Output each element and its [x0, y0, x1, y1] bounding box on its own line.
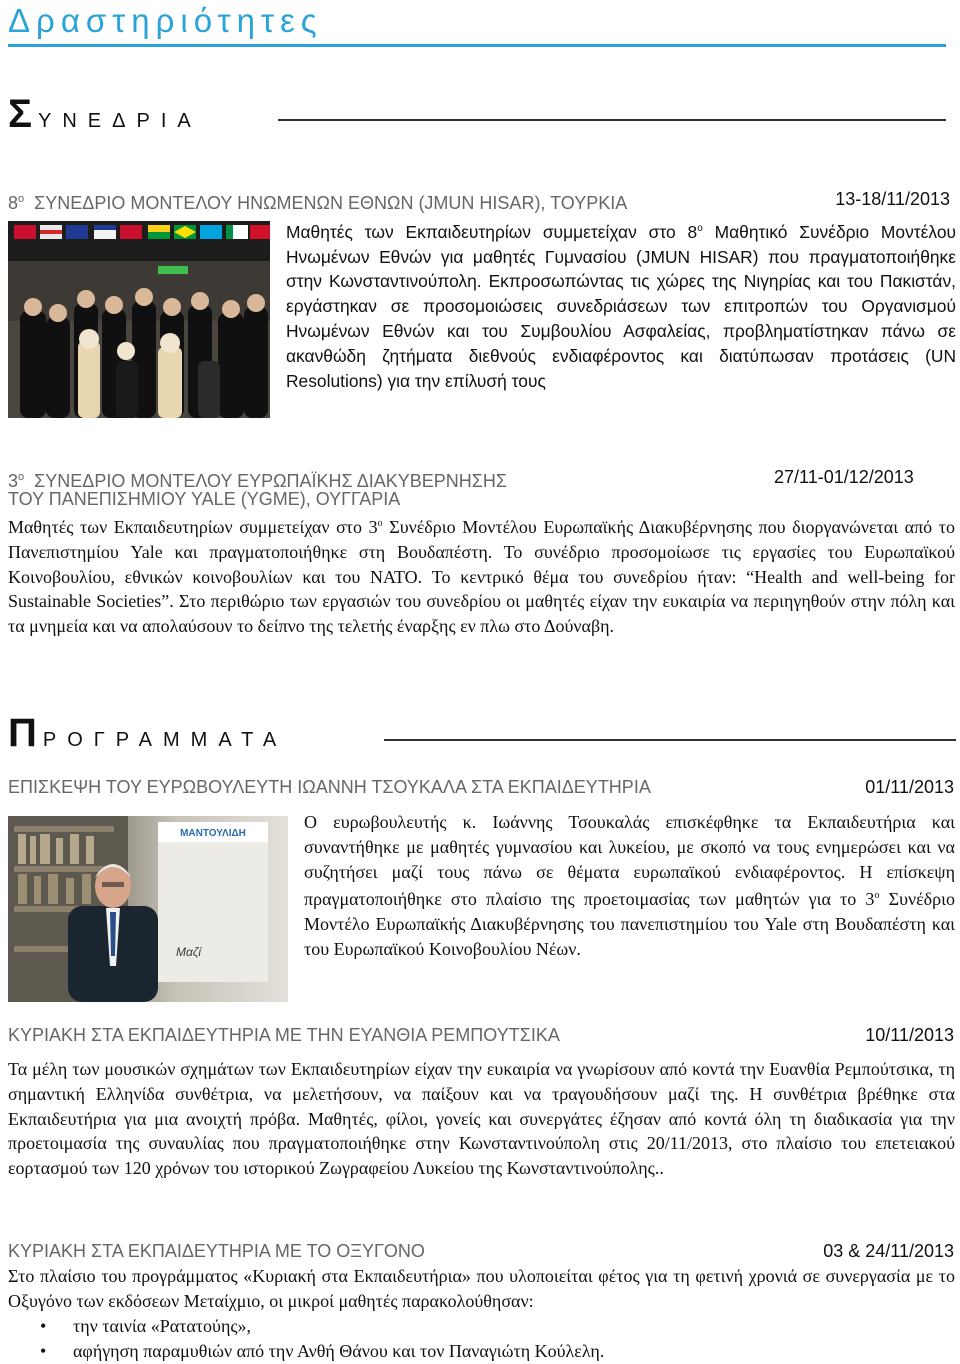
text-sup: ο	[377, 518, 383, 529]
banner-caption: Μαζί	[176, 945, 202, 959]
banner-text: ΜΑΝΤΟΥΛΙΔΗ	[180, 828, 246, 839]
section-heading-synedria	[8, 92, 202, 137]
section-divider	[384, 739, 956, 741]
item-title: ΕΠΙΣΚΕΨΗ ΤΟΥ ΕΥΡΩΒΟΥΛΕΥΤΗ ΙΩΑΝΝΗ ΤΣΟΥΚΑΛΑ ΣΤΑ ΕΚΠΑΙΔΕΥΤΗΡΙΑ	[8, 777, 651, 797]
item-title	[8, 188, 627, 214]
text-sup: ο	[697, 223, 703, 234]
title-divider	[8, 44, 946, 47]
item-date: 01/11/2013	[865, 777, 954, 797]
item-description	[286, 217, 956, 393]
item-title-text: ΣΥΝΕΔΡΙΟ ΜΟΝΤΕΛΟΥ ΗΝΩΜΕΝΩΝ ΕΘΝΩΝ (JMUN HISAR), ΤΟΥΡΚΙΑ	[34, 193, 628, 213]
item-date: 10/11/2013	[865, 1025, 954, 1045]
item-ordinal-suffix: ο	[18, 193, 25, 205]
item-title: ΚΥΡΙΑΚΗ ΣΤΑ ΕΚΠΑΙΔΕΥΤΗΡΙΑ ΜΕ ΤΗΝ ΕΥΑΝΘΙΑ ΡΕΜΠΟΥΤΣΙΚΑ	[8, 1025, 560, 1045]
photo-jmun-students	[8, 221, 270, 418]
section-divider	[278, 119, 946, 121]
item-description-text	[304, 810, 955, 962]
item-title: ΚΥΡΙΑΚΗ ΣΤΑ ΕΚΠΑΙΔΕΥΤΗΡΙΑ ΜΕ ΤΟ ΟΞΥΓΟΝΟ	[8, 1241, 425, 1261]
bullet-list	[8, 1314, 955, 1364]
item-date: 13-18/11/2013	[835, 189, 950, 209]
item-title-line2: ΤΟΥ ΠΑΝΕΠΙΣΗΜΙΟΥ YALE (YGME), ΟΥΓΓΑΡΙΑ	[8, 489, 401, 509]
list-item: • την ταινία «Ρατατούης»,	[8, 1314, 955, 1339]
item-description	[304, 810, 955, 962]
photo-eurodeputy-visit	[8, 816, 288, 1002]
list-item: • αφήγηση παραμυθιών από την Ανθή Θάνου και τον Παναγιώτη Κούλελη.	[8, 1339, 955, 1364]
item-description	[8, 1057, 955, 1181]
item-ordinal: 8	[8, 193, 19, 213]
section-heading-initial: Π	[8, 711, 37, 755]
page-title: Δραστηριότητες	[8, 2, 323, 39]
text-part: Συνέδριο Μοντέλο Ευρωπαϊκής Διακυβέρνησης του πανεπιστημίου του Yale στη Βουδαπέστη και του Ευρωπαϊκού Κοινοβουλίου Νέων.	[304, 889, 955, 959]
section-heading-rest: ΥΝΕΔΡΙΑ	[38, 110, 202, 132]
item-description	[8, 1264, 955, 1364]
text-part: Μαθητικό Συνέδριο Μοντέλου Ηνωμένων Εθνών για μαθητές Γυμνασίου (JMUN HISAR) που πραγματοποιήθηκε στην Κωνσταντινούπολη. Εκπροσωπώντας τις χώρες της Νιγηρίας και του Πακιστάν, εργάστηκαν σε προσομοιώσεις συνεδριάσεων των επιτροπών του Οργανισμού Ηνωμένων Εθνών και του Συμβουλίου Ασφαλείας, προβληματίστηκαν πάνω σε ακανθώδη ζητήματα διεθνούς ενδιαφέροντος και διατύπωσαν προτάσεις (UN Resolutions) για την επίλυσή τους	[286, 221, 956, 391]
item-description-text: Στο πλαίσιο του προγράμματος «Κυριακή στα Εκπαιδευτήρια» που υλοποιείται φέτος για τη φετινή χρονιά σε συνεργασία με το Οξυγόνο των εκδόσεων Μεταίχμιο, οι μικροί μαθητές παρακολούθησαν:	[8, 1266, 955, 1311]
item-ordinal: 3	[8, 471, 19, 491]
item-description	[8, 512, 955, 639]
item-ordinal-suffix: ο	[18, 471, 25, 483]
item-description-text	[286, 217, 956, 393]
text-part: Συνέδριο Μοντέλου Ευρωπαϊκής Διακυβέρνησης που διοργανώνεται από το Πανεπιστημίου Yale και πραγματοποιήθηκε στη Βουδαπέστη. Το συνέδριο προσομοίωσε τις εργασίες του Ευρωπαϊκού Κοινοβουλίου, εθνικών κοινοβουλίων και του NATO. Το κεντρικό θέμα του συνεδρίου ήταν: “Health and well-being for Sustainable Societies”. Στο περιθώριο των εργασιών του συνεδρίου οι μαθητές είχαν την ευκαιρία να περιηγηθούν στην πόλη και τα μνημεία και να απολαύσουν το δείπνο της τελετής έναρξης εν πλω στο Δούναβη.	[8, 517, 956, 637]
text-part: Μαθητές των Εκπαιδευτηρίων συμμετείχαν στο 3	[8, 517, 378, 537]
item-date: 27/11-01/12/2013	[774, 467, 914, 487]
section-heading-programmata	[8, 711, 287, 756]
item-title-text: ΣΥΝΕΔΡΙΟ ΜΟΝΤΕΛΟΥ ΕΥΡΩΠΑΪΚΗΣ ΔΙΑΚΥΒΕΡΝΗΣΗΣ	[34, 471, 507, 491]
text-part: Μαθητές των Εκπαιδευτηρίων συμμετείχαν στο 8	[286, 221, 698, 242]
item-description-text	[8, 512, 955, 639]
section-heading-initial: Σ	[8, 92, 33, 136]
item-date: 03 & 24/11/2013	[823, 1241, 954, 1261]
item-description-text: Τα μέλη των μουσικών σχημάτων των Εκπαιδευτηρίων είχαν την ευκαιρία να γνωρίσουν από κοντά την Ευανθία Ρεμπούτσικα, τη σημαντική Ελληνίδα συνθέτρια, να μελετήσουν, να παίξουν και να τραγουδήσουν μαζί της. Η συνθέτρια βρέθηκε στα Εκπαιδευτήρια για μια ανοιχτή πρόβα. Μαθητές, φίλοι, γονείς και συνεργάτες έζησαν από κοντά όλη τη διαδικασία για την προετοιμασία της συναυλίας που πραγματοποιήθηκε στην Κωνσταντινούπολη στις 20/11/2013, στο πλαίσιο του επετειακού εορτασμού των 120 χρόνων του ιστορικού Ζωγραφείου Λυκείου της Κωνσταντινούπολης..	[8, 1059, 955, 1179]
text-part: Ο ευρωβουλευτής κ. Ιωάννης Τσουκαλάς επισκέφθηκε τα Εκπαιδευτήρια και συναντήθηκε με μαθητές γυμνασίου και λυκείου, με σκοπό να τους ενημερώσει και να συζητήσει μαζί τους πάνω σε θέματα ευρωπαϊκού ενδιαφέροντος. Η επίσκεψη πραγματοποιήθηκε στο πλαίσιο της προετοιμασίας των μαθητών για το 3	[304, 812, 955, 910]
section-heading-rest: ΡΟΓΡΑΜΜΑΤΑ	[42, 729, 288, 751]
text-sup: ο	[874, 890, 880, 902]
